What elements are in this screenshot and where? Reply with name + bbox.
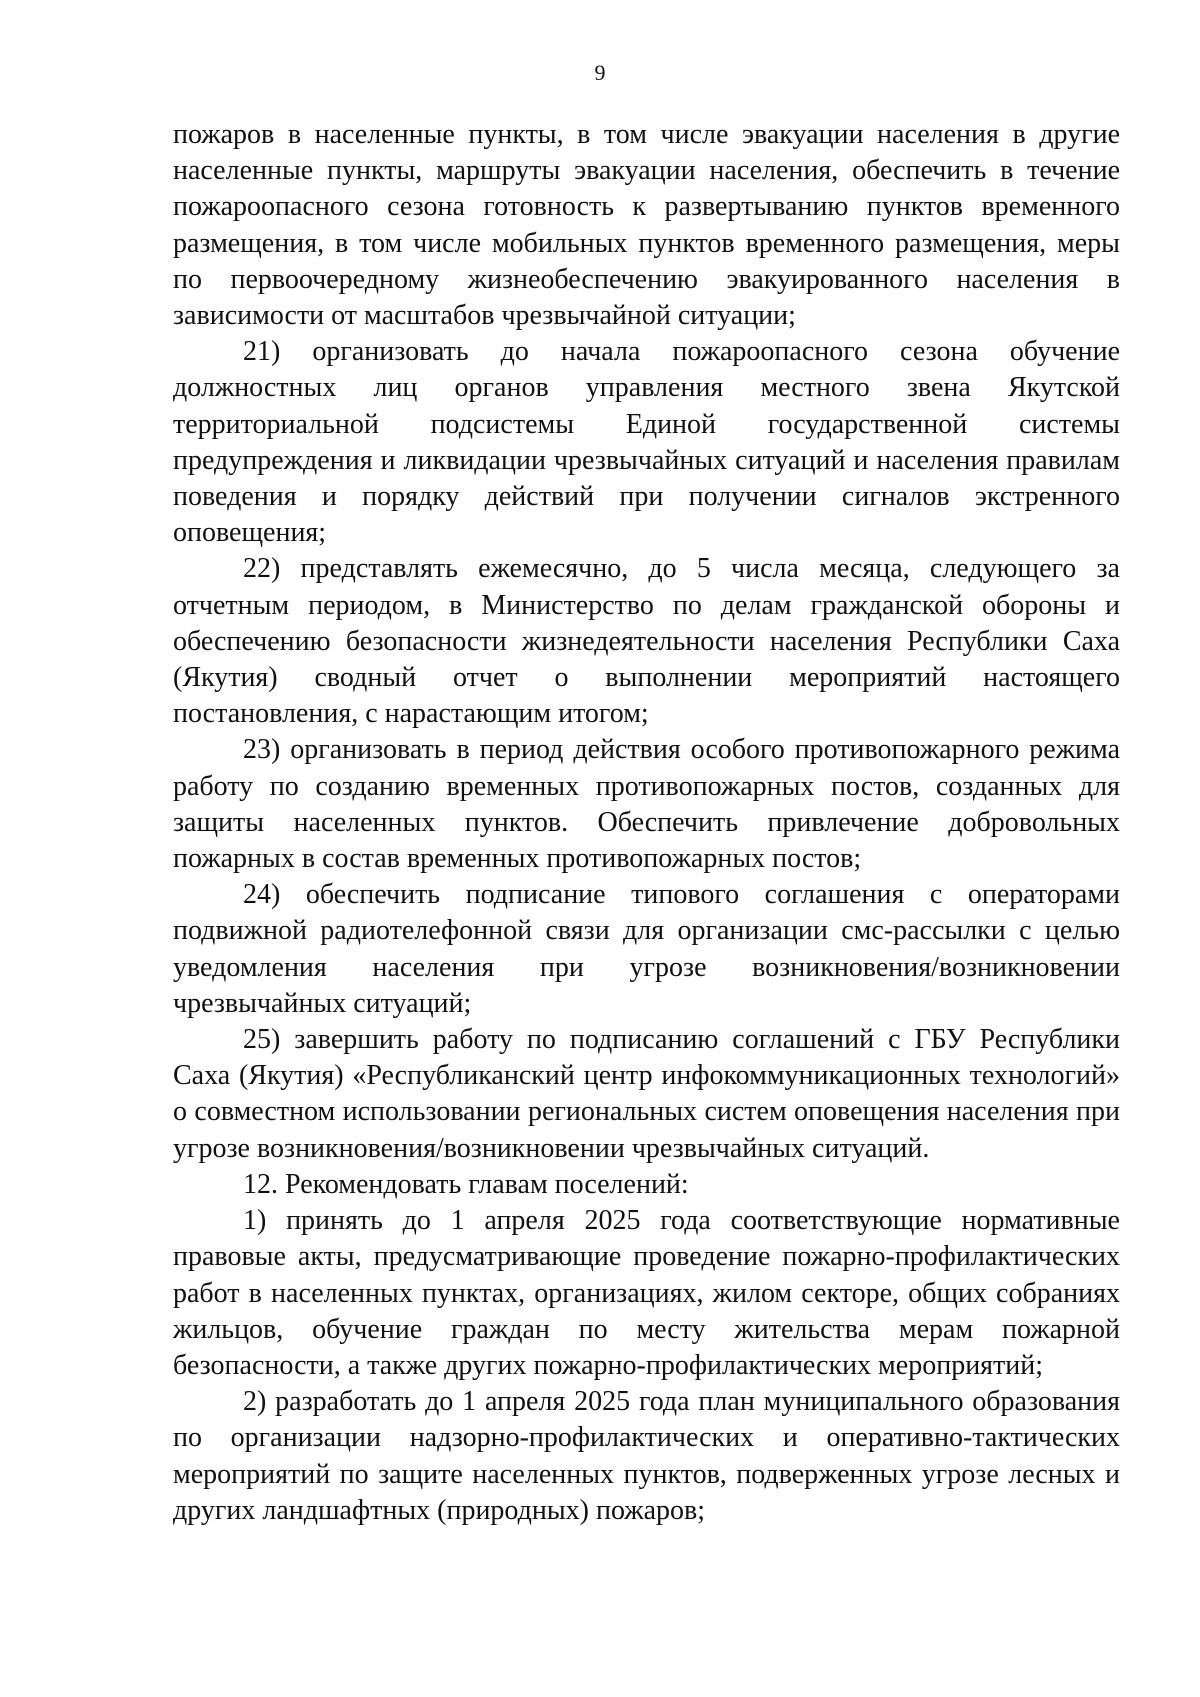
paragraph-subitem-2: 2) разработать до 1 апреля 2025 года план муниципального образования по организации надзорно-профилактических и оперативно-тактических мероприятий по защите населенных пунктов, подверженных угрозе лесных и других ландшафтных (природных) пожаров; xyxy=(173,1386,1120,1526)
section-heading-12: 12. Рекомендовать главам поселений: xyxy=(243,1168,689,1200)
paragraph-subitem-1: 1) принять до 1 апреля 2025 года соответствующие нормативные правовые акты, предусматривающие проведение пожарно-профилактических работ в населенных пунктах, организациях, жилом секторе, общих собраниях жильцов, обучение граждан по месту жительства мерам пожарной безопасности, а также других пожарно-профилактических мероприятий; xyxy=(173,1205,1120,1381)
document-body xyxy=(173,117,1120,1529)
page-number: 9 xyxy=(594,60,606,85)
paragraph-item-25: 25) завершить работу по подписанию соглашений с ГБУ Республики Саха (Якутия) «Республиканский центр инфокоммуникационных технологий» о совместном использовании региональных систем оповещения населения при угрозе возникновения/возникновении чрезвычайных ситуаций. xyxy=(173,1024,1120,1164)
paragraph-continuation-item-20: пожаров в населенные пункты, в том числе эвакуации населения в другие населенные пункты, маршруты эвакуации населения, обеспечить в течение пожароопасного сезона готовность к развертыванию пунктов временного размещения, в том числе мобильных пунктов временного размещения, меры по первоочередному жизнеобеспечению эвакуированного населения в зависимости от масштабов чрезвычайной ситуации; xyxy=(173,119,1120,332)
paragraph-item-22: 22) представлять ежемесячно, до 5 числа месяца, следующего за отчетным периодом, в Министерство по делам гражданской обороны и обеспечению безопасности жизнедеятельности населения Республики Саха (Якутия) сводный отчет о выполнении мероприятий настоящего постановления, с нарастающим итогом; xyxy=(173,553,1120,730)
paragraph-item-21: 21) организовать до начала пожароопасного сезона обучение должностных лиц органов управления местного звена Якутской территориальной подсистемы Единой государственной системы предупреждения и ликвидации чрезвычайных ситуаций и населения правилам поведения и порядку действий при получении сигналов экстренного оповещения; xyxy=(173,336,1120,549)
paragraph-item-24: 24) обеспечить подписание типового соглашения с операторами подвижной радиотелефонной связи для организации смс-рассылки с целью уведомления населения при угрозе возникновения/возникновении чрезвычайных ситуаций; xyxy=(173,879,1120,1019)
paragraph-item-23: 23) организовать в период действия особого противопожарного режима работу по созданию временных противопожарных постов, созданных для защиты населенных пунктов. Обеспечить привлечение добровольных пожарных в состав временных противопожарных постов; xyxy=(173,734,1120,875)
